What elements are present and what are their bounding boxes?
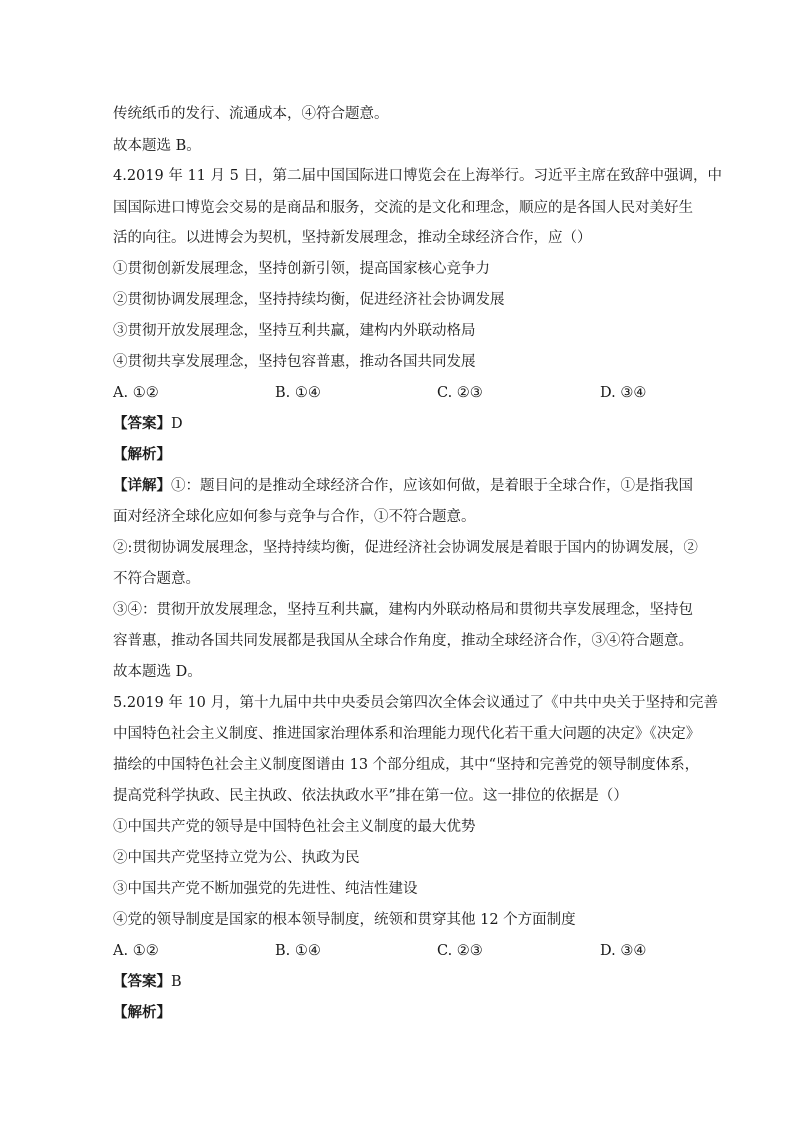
text-line: 描绘的中国特色社会主义制度图谱由 13 个部分组成，其中“坚持和完善党的领导制度体系， [113, 757, 700, 773]
question-4-options [113, 383, 683, 403]
option-b: B. ①④ [275, 385, 321, 401]
question-4-item-2: ②贯彻协调发展理念，坚持持续均衡，促进经济社会协调发展 [113, 292, 505, 308]
text-line: 中国特色社会主义制度、推进国家治理体系和治理能力现代化若干重大问题的决定》《决定》 [113, 726, 701, 742]
detail-text: ①：题目问的是推动全球经济合作，应该如何做，是着眼于全球合作，①是指我国 [171, 478, 693, 494]
question-4-stem: 4.2019 年 11 月 5 日，第二届中国国际进口博览会在上海举行。习近平主席在致辞中强调，中 [113, 168, 722, 184]
answer-value: D [171, 416, 183, 432]
question-5-analysis-label: 【解析】 [113, 1004, 171, 1021]
question-5-options [113, 941, 683, 961]
question-5-stem: 5.2019 年 10 月，第十九届中共中央委员会第四次全体会议通过了《中共中央关于坚持和完善 [113, 695, 719, 711]
question-5-item-4: ④党的领导制度是国家的根本领导制度，统领和贯穿其他 12 个方面制度 [113, 912, 576, 928]
question-5-answer [113, 972, 683, 992]
question-4-analysis-label: 【解析】 [113, 446, 171, 463]
answer-label: 【答案】 [113, 415, 171, 432]
question-5-item-2: ②中国共产党坚持立党为公、执政为民 [113, 850, 360, 866]
option-d: D. ③④ [600, 385, 647, 401]
question-4-detail [113, 476, 693, 496]
question-5-item-1: ①中国共产党的领导是中国特色社会主义制度的最大优势 [113, 819, 476, 835]
option-b: B. ①④ [275, 943, 321, 959]
answer-value: B [171, 974, 182, 990]
option-a: A. ①② [113, 943, 159, 959]
text-line: 国国际进口博览会交易的是商品和服务，交流的是文化和理念，顺应的是各国人民对美好生 [113, 200, 693, 216]
text-line: 传统纸币的发行、流通成本，④符合题意。 [113, 106, 389, 122]
text-line: 提高党科学执政、民主执政、依法执政水平”排在第一位。这一排位的依据是（） [113, 788, 628, 804]
text-line: 不符合题意。 [113, 571, 200, 587]
answer-label: 【答案】 [113, 973, 171, 990]
question-4-item-4: ④贯彻共享发展理念，坚持包容普惠，推动各国共同发展 [113, 354, 476, 370]
detail-label: 【详解】 [113, 477, 171, 494]
question-4-item-1: ①贯彻创新发展理念，坚持创新引领，提高国家核心竞争力 [113, 261, 490, 277]
question-5-item-3: ③中国共产党不断加强党的先进性、纯洁性建设 [113, 881, 418, 897]
text-line: 故本题选 D。 [113, 664, 202, 680]
option-c: C. ②③ [437, 385, 483, 401]
text-line: 故本题选 B。 [113, 138, 201, 154]
option-d: D. ③④ [600, 943, 647, 959]
text-line: ③④：贯彻开放发展理念，坚持互利共赢，建构内外联动格局和贯彻共享发展理念，坚持包 [113, 602, 693, 618]
text-line: 活的向往。以进博会为契机，坚持新发展理念，推动全球经济合作，应（） [113, 230, 592, 246]
option-c: C. ②③ [437, 943, 483, 959]
question-4-item-3: ③贯彻开放发展理念，坚持互利共赢，建构内外联动格局 [113, 323, 476, 339]
text-line: 容普惠，推动各国共同发展都是我国从全球合作角度，推动全球经济合作，③④符合题意。 [113, 633, 693, 649]
text-line: 面对经济全球化应如何参与竞争与合作，①不符合题意。 [113, 509, 476, 525]
text-line: ②:贯彻协调发展理念，坚持持续均衡，促进经济社会协调发展是着眼于国内的协调发展，② [113, 540, 698, 556]
option-a: A. ①② [113, 385, 159, 401]
question-4-answer [113, 414, 683, 434]
